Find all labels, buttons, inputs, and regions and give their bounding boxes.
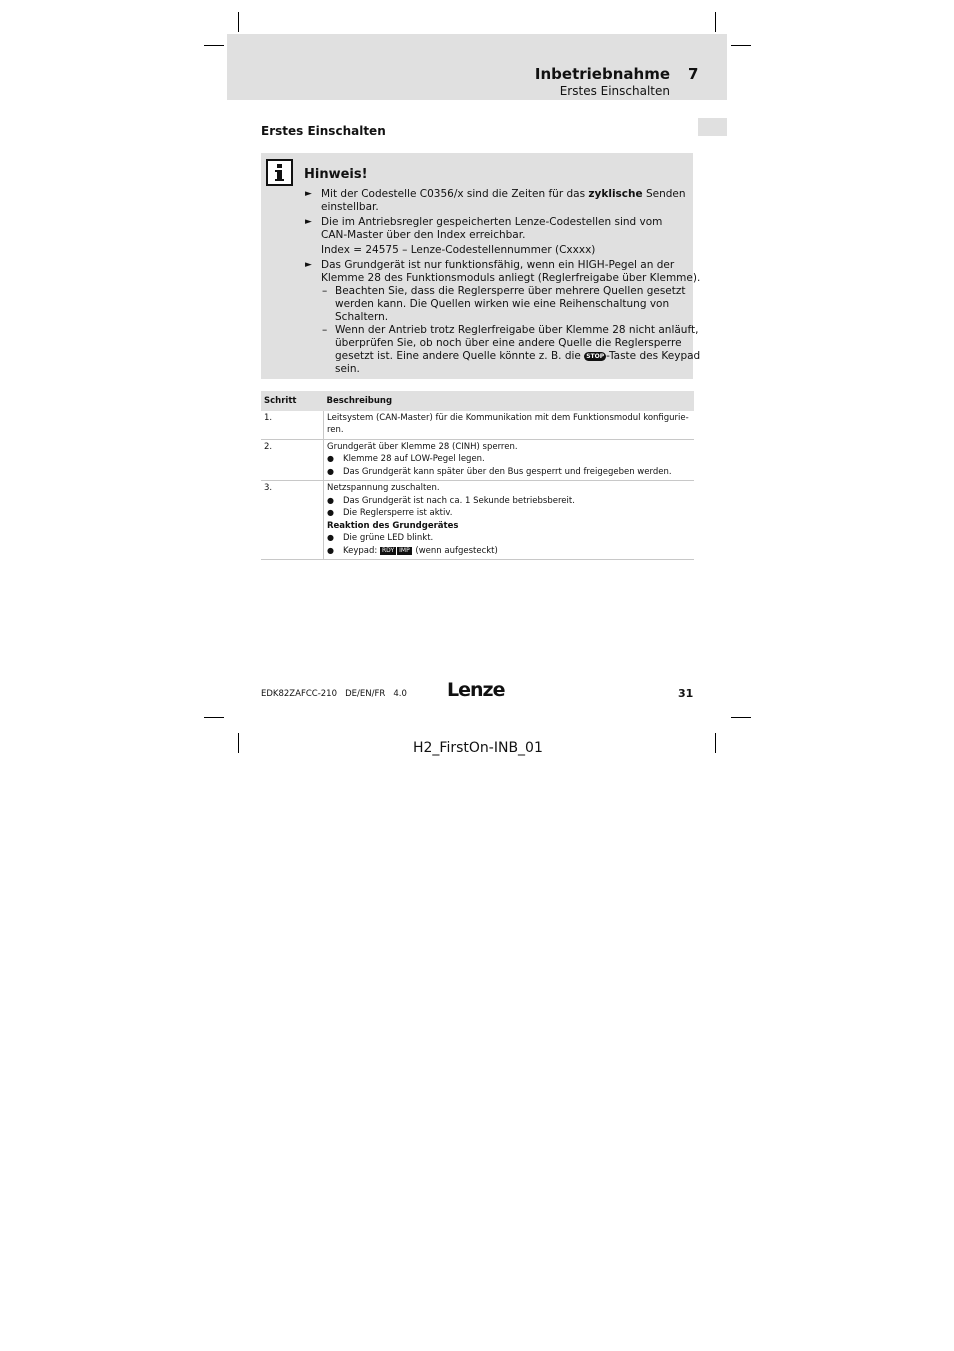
page-number: 31 <box>678 687 694 700</box>
list-item: ● Das Grundgerät ist nach ca. 1 Sekunde betriebsbereit. <box>327 495 691 508</box>
document-id: EDK82ZAFCC-210 DE/EN/FR 4.0 <box>261 689 407 699</box>
note-subitem-2: Wenn der Antrieb trotz Reglerfreigabe über Klemme 28 nicht anläuft, <box>335 324 699 336</box>
step-number: 1. <box>261 411 324 440</box>
step-description: Leitsystem (CAN-Master) für die Kommunikation mit dem Funktionsmodul konfigurie- ren. <box>324 411 695 440</box>
crop-mark <box>238 733 239 753</box>
stop-key-icon: STOP <box>586 353 605 360</box>
table-header-description: Beschreibung <box>324 391 695 411</box>
side-tab <box>698 118 727 136</box>
step-number: 3. <box>261 481 324 560</box>
note-item-3: Das Grundgerät ist nur funktionsfähig, wenn ein HIGH-Pegel an der <box>321 259 675 271</box>
reaction-title: Reaktion des Grundgerätes <box>327 520 459 531</box>
chapter-title: Inbetriebnahme <box>534 65 670 83</box>
crop-mark <box>238 12 239 32</box>
table-row <box>261 439 694 481</box>
note-item-2-index: Index = 24575 – Lenze-Codestellennummer (Cxxxx) <box>321 244 596 256</box>
note-item-1-cont: einstellbar. <box>321 201 379 213</box>
list-item: ● Das Grundgerät kann später über den Bus gesperrt und freigegeben werden. <box>327 466 691 479</box>
step-description: Grundgerät über Klemme 28 (CINH) sperren. ● Klemme 28 auf LOW-Pegel legen. ● Das Grundgerät kann später über den Bus gesperrt und freigegeben werden. <box>324 439 695 481</box>
crop-mark <box>731 45 751 46</box>
rdy-key-icon: RDY <box>381 546 395 554</box>
crop-mark <box>715 733 716 753</box>
lenze-logo: Lenze <box>447 679 505 701</box>
note-subitem-1-cont: werden kann. Die Quellen wirken wie eine Reihenschaltung von <box>335 298 670 310</box>
info-icon <box>266 159 293 186</box>
crop-mark <box>204 717 224 718</box>
note-subitem-1-cont: Schaltern. <box>335 311 389 323</box>
crop-mark <box>731 717 751 718</box>
note-item-2-cont: CAN-Master über den Index erreichbar. <box>321 229 526 241</box>
dash-bullet: – <box>322 324 328 336</box>
chapter-subtitle: Erstes Einschalten <box>559 84 670 98</box>
list-item: ● Keypad: RDY IMP (wenn aufgesteckt) <box>327 545 691 558</box>
steps-table <box>261 391 694 560</box>
arrow-bullet-icon: ► <box>305 189 312 199</box>
arrow-bullet-icon: ► <box>305 217 312 227</box>
note-subitem-2-cont: gesetzt ist. Eine andere Quelle könnte z. B. die STOP -Taste des Keypad <box>335 350 701 362</box>
note-subitem-2-end: sein. <box>335 363 360 375</box>
crop-mark <box>715 12 716 32</box>
table-row <box>261 481 694 560</box>
list-item: ● Die Reglersperre ist aktiv. <box>327 507 691 520</box>
note-item-1: Mit der Codestelle C0356/x sind die Zeiten für das zyklische Senden <box>321 188 686 200</box>
note-subitem-1: Beachten Sie, dass die Reglersperre über mehrere Quellen gesetzt <box>335 285 686 297</box>
section-title: Erstes Einschalten <box>261 124 386 138</box>
note-title: Hinweis! <box>304 167 368 182</box>
file-label: H2_FirstOn-INB_01 <box>413 740 543 756</box>
crop-mark <box>204 45 224 46</box>
note-item-2: Die im Antriebsregler gespeicherten Lenze-Codestellen sind vom <box>321 216 663 228</box>
dash-bullet: – <box>322 285 328 297</box>
arrow-bullet-icon: ► <box>305 260 312 270</box>
note-item-3-cont: Klemme 28 des Funktionsmoduls anliegt (Reglerfreigabe über Klemme). <box>321 272 701 284</box>
list-item: ● Klemme 28 auf LOW-Pegel legen. <box>327 453 691 466</box>
table-row <box>261 411 694 440</box>
imp-key-icon: IMP <box>399 546 410 554</box>
note-subitem-2-cont: überprüfen Sie, ob noch über eine andere Quelle die Reglersperre <box>335 337 682 349</box>
step-description: Netzspannung zuschalten. ● Das Grundgerät ist nach ca. 1 Sekunde betriebsbereit. ● Die Reglersperre ist aktiv. Reaktion des Grundgerätes ● Die grüne LED blinkt. ● Keypad: RDY IMP (wenn aufgesteckt) <box>324 481 695 560</box>
list-item: ● Die grüne LED blinkt. <box>327 532 691 545</box>
step-number: 2. <box>261 439 324 481</box>
table-header-step: Schritt <box>261 391 324 411</box>
chapter-number: 7 <box>688 65 699 83</box>
